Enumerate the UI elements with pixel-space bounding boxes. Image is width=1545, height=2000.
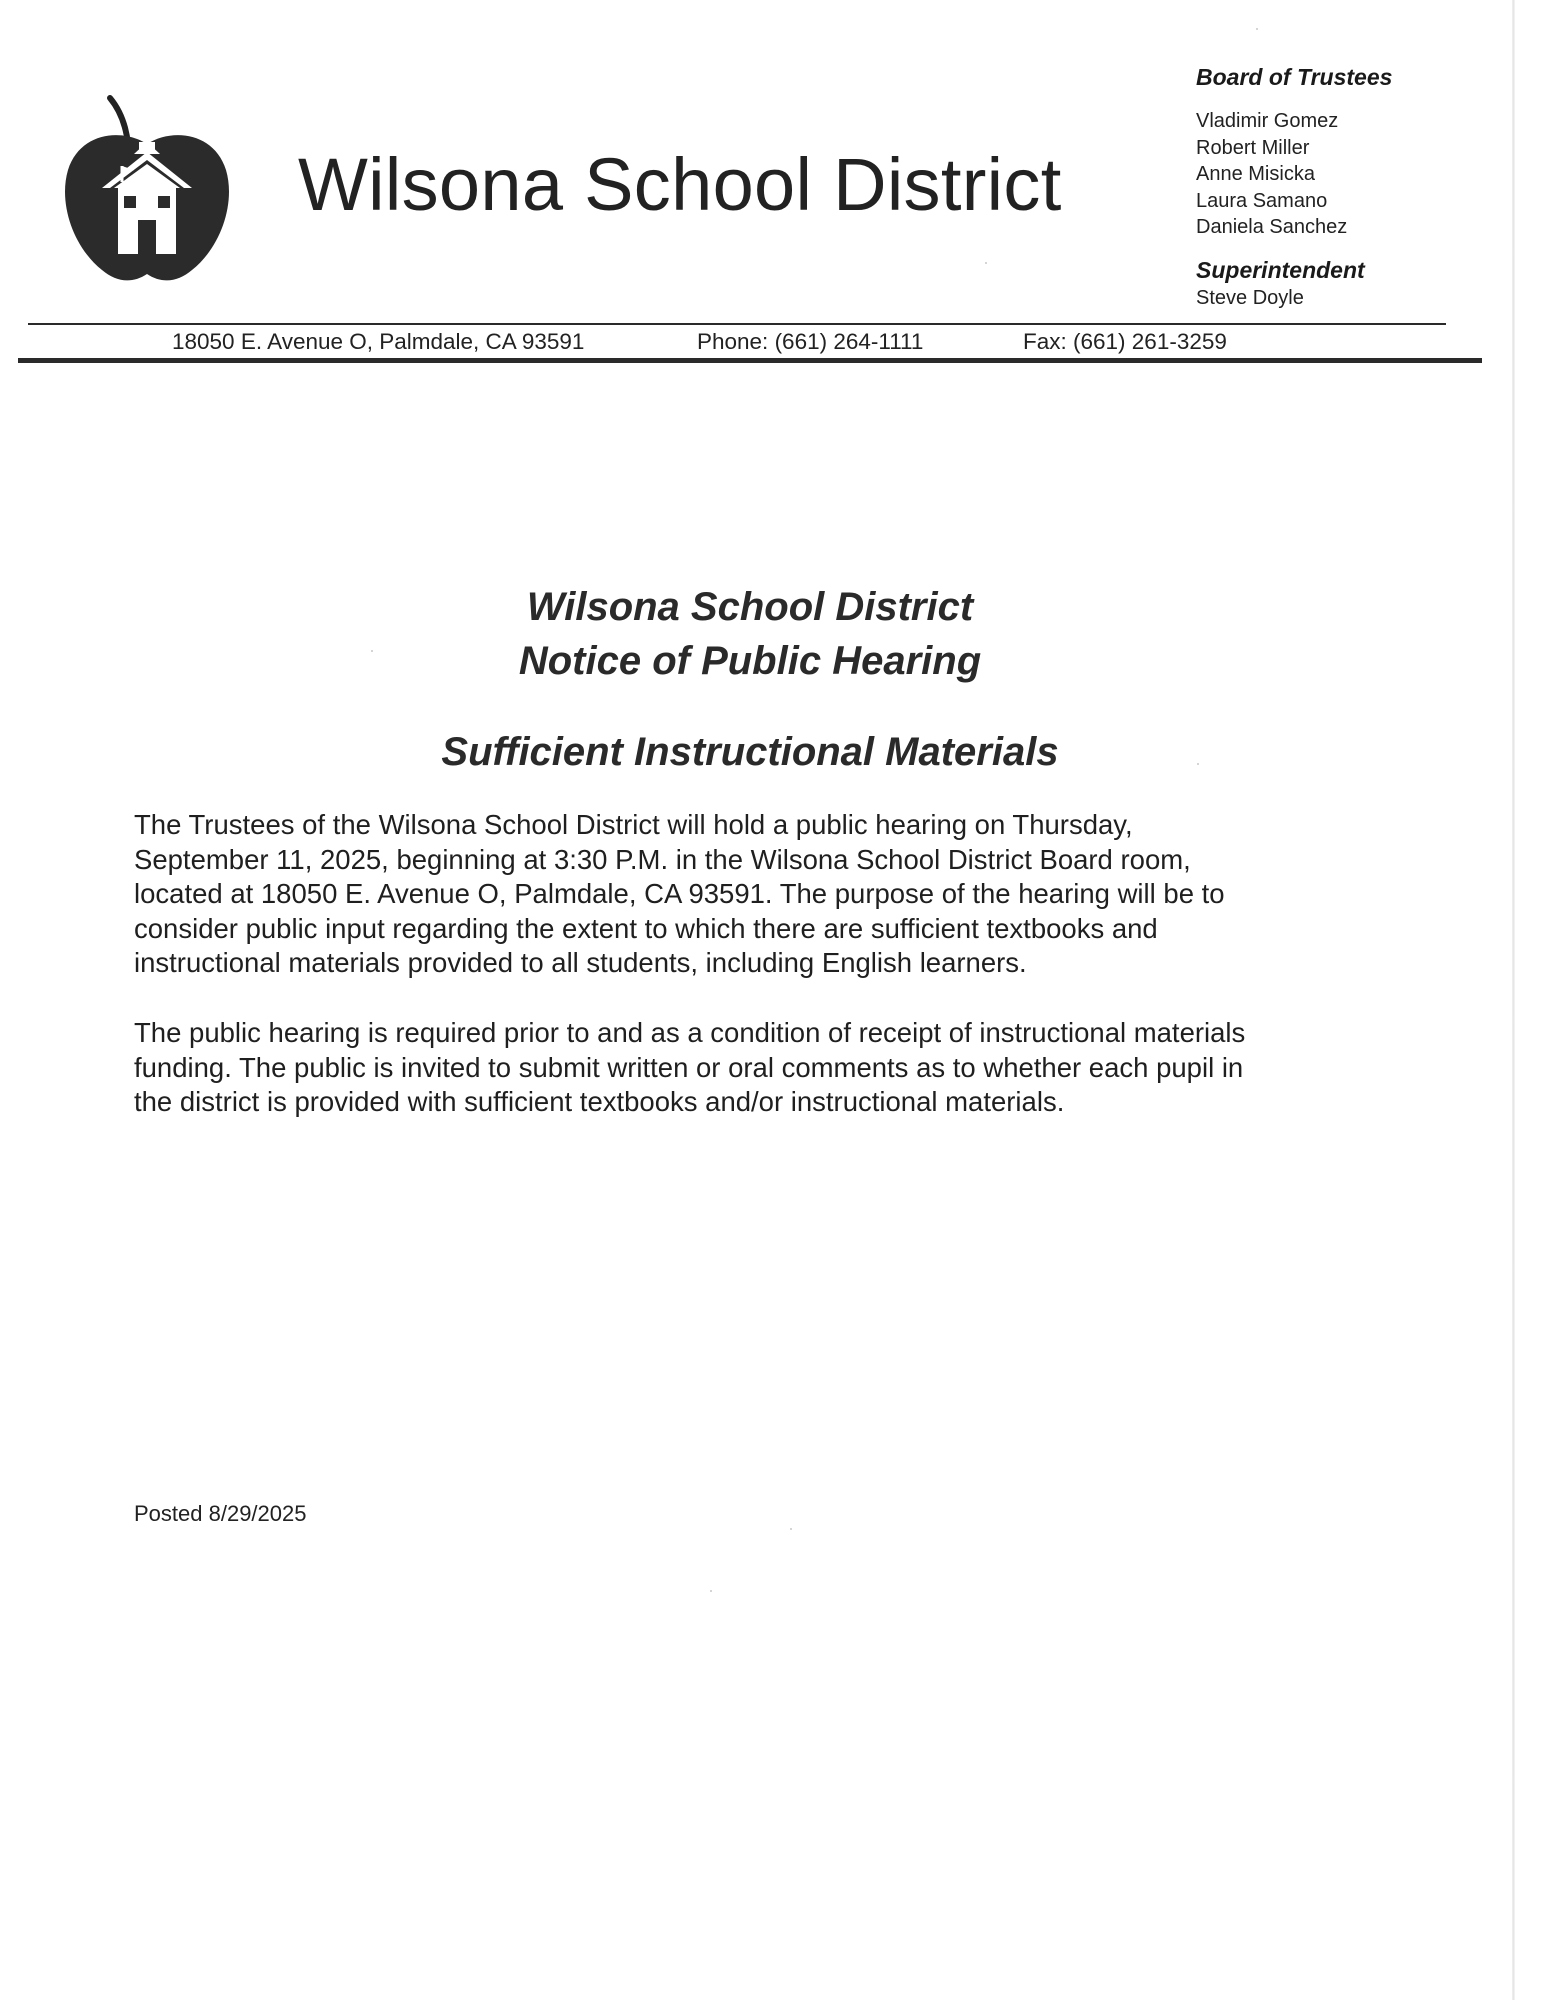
superintendent-heading: Superintendent	[1196, 256, 1365, 283]
board-of-trustees-heading: Board of Trustees	[1196, 64, 1393, 90]
trustee-name: Laura Samano	[1196, 189, 1328, 212]
notice-paragraph-2	[134, 1016, 1474, 1120]
trustee-name: Vladimir Gomez	[1196, 110, 1339, 132]
trustee-list	[1196, 108, 1496, 241]
header-rule-top	[28, 323, 1446, 325]
paragraph-line: The Trustees of the Wilsona School District will hold a public hearing on Thursday,	[134, 809, 1133, 840]
posted-date: Posted 8/29/2025	[134, 1501, 307, 1526]
scan-speck	[1197, 763, 1199, 765]
apple-schoolhouse-logo-icon	[62, 92, 232, 292]
scan-speck	[710, 1590, 712, 1592]
trustee-name: Anne Misicka	[1196, 163, 1315, 185]
notice-title-district: Wilsona School District	[526, 585, 974, 629]
district-phone: Phone: (661) 264-1111	[697, 329, 924, 354]
paragraph-line: consider public input regarding the extent to which there are sufficient textbooks and	[134, 912, 1158, 944]
paragraph-line: September 11, 2025, beginning at 3:30 P.M. in the Wilsona School District Board room,	[134, 843, 1191, 875]
scan-speck	[371, 650, 373, 652]
paragraph-line: the district is provided with sufficient textbooks and/or instructional materials.	[134, 1086, 1065, 1117]
notice-subtitle: Sufficient Instructional Materials	[441, 730, 1059, 774]
district-address: 18050 E. Avenue O, Palmdale, CA 93591	[172, 329, 585, 354]
scan-speck	[790, 1528, 792, 1530]
paragraph-line: located at 18050 E. Avenue O, Palmdale, CA 93591. The purpose of the hearing will be to	[134, 878, 1225, 909]
scan-speck	[1256, 28, 1258, 30]
superintendent-name: Steve Doyle	[1196, 286, 1304, 309]
scan-edge-shadow	[1512, 0, 1515, 2000]
notice-paragraph-1	[134, 808, 1474, 981]
district-fax: Fax: (661) 261-3259	[1023, 329, 1227, 354]
paragraph-line: funding. The public is invited to submit written or oral comments as to whether each pupil in	[134, 1051, 1244, 1083]
board-panel	[1196, 62, 1496, 311]
scan-speck	[985, 262, 987, 264]
district-name-heading: Wilsona School District	[298, 143, 1062, 226]
trustee-name: Robert Miller	[1196, 136, 1310, 159]
notice-title-hearing: Notice of Public Hearing	[518, 639, 982, 683]
paragraph-line: instructional materials provided to all students, including English learners.	[134, 947, 1027, 978]
header-rule-bottom	[18, 358, 1482, 363]
paragraph-line: The public hearing is required prior to and as a condition of receipt of instructional materials	[134, 1017, 1246, 1048]
trustee-name: Daniela Sanchez	[1196, 216, 1348, 238]
